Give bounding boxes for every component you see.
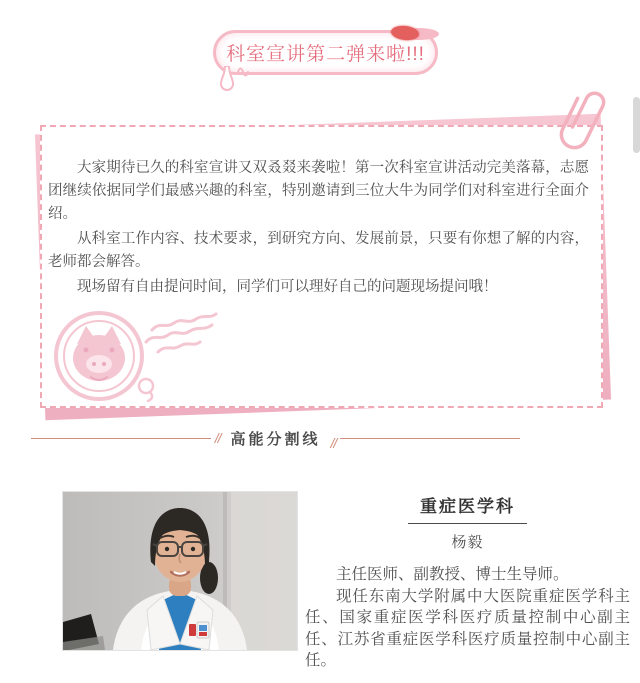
doctor-photo — [63, 492, 297, 650]
doctor-bio-2: 现任东南大学附属中大医院重症医学科主任、国家重症医学科医疗质量控制中心副主任、江苏省重症医学科医疗质量控制中心副主任。 — [305, 587, 630, 669]
drip-decoration — [218, 66, 252, 96]
pig-stamp-icon — [46, 306, 246, 406]
divider-line-left — [31, 438, 211, 439]
intro-paragraph-1: 大家期待已久的科室宣讲又双叒叕来袭啦！第一次科室宣讲活动完美落幕，志愿团继续依据同学们最感兴趣的科室，特别邀请到三位大牛为同学们对科室进行全面介绍。 — [48, 160, 589, 222]
divider-label: 高能分割线 — [230, 430, 321, 448]
doctor-name: 杨毅 — [451, 534, 484, 551]
department-title: 重症医学科 — [408, 492, 527, 524]
section-divider — [31, 429, 520, 451]
doctor-bio-1: 主任医师、副教授、博士生导师。 — [336, 566, 569, 583]
doctor-info — [305, 492, 630, 672]
divider-slash-right: // — [330, 435, 337, 451]
badge-label: 科室宣讲第二弹来啦!!! — [226, 44, 425, 65]
intro-box — [40, 125, 603, 408]
divider-line-right — [340, 438, 520, 439]
title-badge — [213, 30, 438, 75]
scrollbar-thumb[interactable] — [633, 97, 640, 153]
intro-paragraph-2: 从科室工作内容、技术要求，到研究方向、发展前景，只要有你想了解的内容，老师都会解答。 — [48, 231, 589, 270]
intro-paragraph-3: 现场留有自由提问时间，同学们可以理好自己的问题现场提问哦！ — [77, 279, 498, 295]
divider-slash-left: // — [214, 430, 221, 446]
